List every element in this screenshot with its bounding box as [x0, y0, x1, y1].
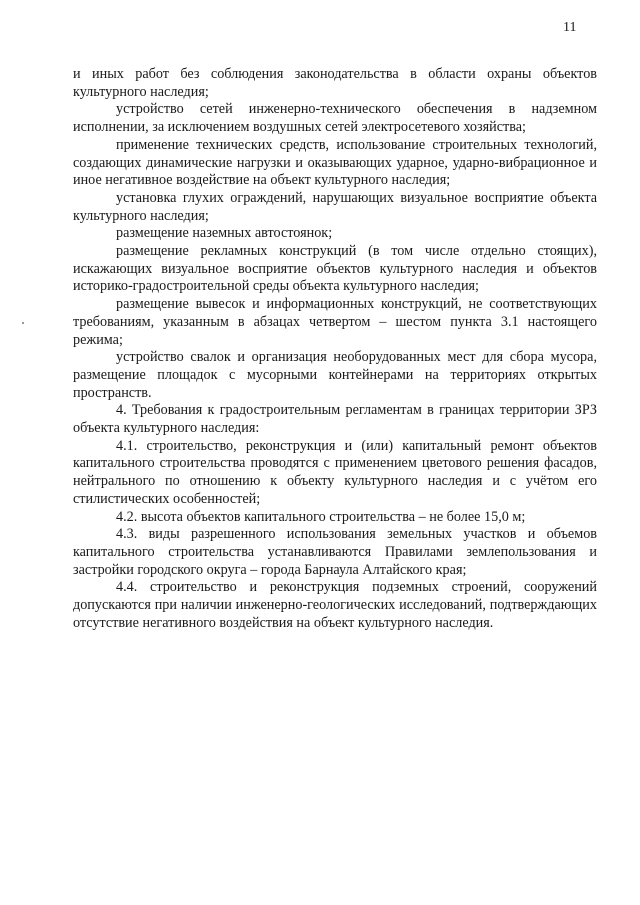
paragraph: применение технических средств, использование строительных технологий, создающих динамические нагрузки и оказывающих ударное, ударно-вибрационное и иное негативное воздействие на объект культурного наследия; — [73, 136, 597, 189]
document-body — [73, 66, 597, 633]
paragraph: устройство сетей инженерно-технического обеспечения в надземном исполнении, за исключением воздушных сетей электросетевого хозяйства; — [73, 101, 597, 136]
section-heading: 4. Требования к градостроительным регламентам в границах территории ЗРЗ объекта культурного наследия: — [73, 402, 597, 437]
paragraph: размещение наземных автостоянок; — [116, 225, 333, 242]
paragraph: установка глухих ограждений, нарушающих визуальное восприятие объекта культурного наследия; — [73, 189, 597, 224]
paragraph-continuation: и иных работ без соблюдения законодательства в области охраны объектов культурного наследия; — [73, 66, 597, 100]
paragraph: 4.1. строительство, реконструкция и (или) капитальный ремонт объектов капитального строительства проводятся с применением цветового решения фасадов, нейтрального по отношению к объекту культурного наследия и с учётом его стилистических особенностей; — [73, 437, 597, 507]
paragraph: устройство свалок и организация необорудованных мест для сбора мусора, размещение площадок с мусорными контейнерами на территориях открытых пространств. — [73, 349, 597, 401]
paragraph: 4.3. виды разрешенного использования земельных участков и объемов капитального строительства устанавливаются Правилами землепользования и застройки городского округа – города Барнаула Алтайского края; — [73, 526, 597, 578]
paragraph: размещение рекламных конструкций (в том числе отдельно стоящих), искажающих визуальное восприятие объектов культурного наследия и объектов историко-градостроительной среды объекта культурного наследия; — [73, 243, 597, 295]
scan-artifact — [22, 322, 24, 324]
paragraph: 4.4. строительство и реконструкция подземных строений, сооружений допускаются при наличии инженерно-геологических исследований, подтверждающих отсутствие негативного воздействия на объект культурного наследия. — [73, 579, 597, 631]
paragraph: размещение вывесок и информационных конструкций, не соответствующих требованиям, указанным в абзацах четвертом – шестом пункта 3.1 настоящего режима; — [73, 296, 597, 348]
paragraph: 4.2. высота объектов капитального строительства – не более 15,0 м; — [116, 508, 526, 525]
page-number: 11 — [563, 20, 577, 35]
